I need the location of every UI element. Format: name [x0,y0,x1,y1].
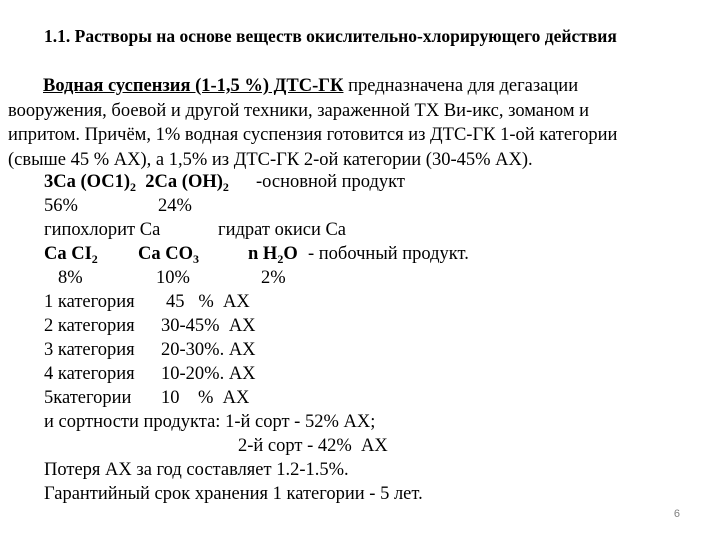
formula-main-note: -основной продукт [256,172,406,192]
percent-water: 2% [261,268,286,288]
grade-first: и сортности продукта: 1-й сорт - 52% АХ; [44,412,376,432]
category-label: 2 категория [44,316,135,336]
underlined-term: Водная суспензия (1-1,5 %) ДТС-ГК [43,76,344,96]
intro-paragraph [8,74,708,172]
category-label: 3 категория [44,340,135,360]
category-value: 20-30%. АХ [161,340,256,360]
category-value: 45 % АХ [166,292,250,312]
formula-water: n $Н_2О$ [248,244,298,266]
page-number: 6 [673,508,680,520]
category-label: 5категории [44,388,132,408]
annual-loss: Потеря АХ за год составляет 1.2-1.5%. [44,460,349,480]
category-label: 1 категория [44,292,135,312]
category-value: 10-20%. АХ [161,364,256,384]
formula-main-product: 3Са $(ОС1)_2$ 2Са $(ОН)_2$ [44,172,229,194]
paragraph-line-1 [8,74,708,99]
paragraph-line-3: ипритом. Причём, 1% водная суспензия готовится из ДТС-ГК 1-ой категории [8,125,618,146]
category-value: 10 % АХ [161,388,250,408]
paragraph-line-4: (свыше 45 % АХ), а 1,5% из ДТС-ГК 2-ой категории (30-45% АХ). [8,149,533,170]
formula-cacl2: Са $СI_2$ [44,244,98,266]
name-hypochlorite: гипохлорит Са [44,220,161,240]
storage-term: Гарантийный срок хранения 1 категории - 5 лет. [44,484,423,504]
paragraph-line-2: вооружения, боевой и другой техники, зараженной ТХ Ви-икс, зоманом и [8,100,590,121]
formula-side-note: - побочный продукт. [308,244,469,264]
category-label: 4 категория [44,364,135,384]
percent-hypochlorite: 56% [44,196,78,216]
percent-hydrate: 24% [158,196,192,216]
percent-caco3: 10% [156,268,190,288]
paragraph-line-1-rest: предназначена для дегазации [343,76,579,96]
grade-second: 2-й сорт - 42% АХ [238,436,388,456]
category-value: 30-45% АХ [161,316,256,336]
formula-caco3: Са $СО_3$ [138,244,199,266]
percent-cacl2: 8% [58,268,83,288]
slide-title: 1.1. Растворы на основе веществ окислительно-хлорирующего действия [44,26,617,46]
name-hydrate: гидрат окиси Са [218,220,347,240]
